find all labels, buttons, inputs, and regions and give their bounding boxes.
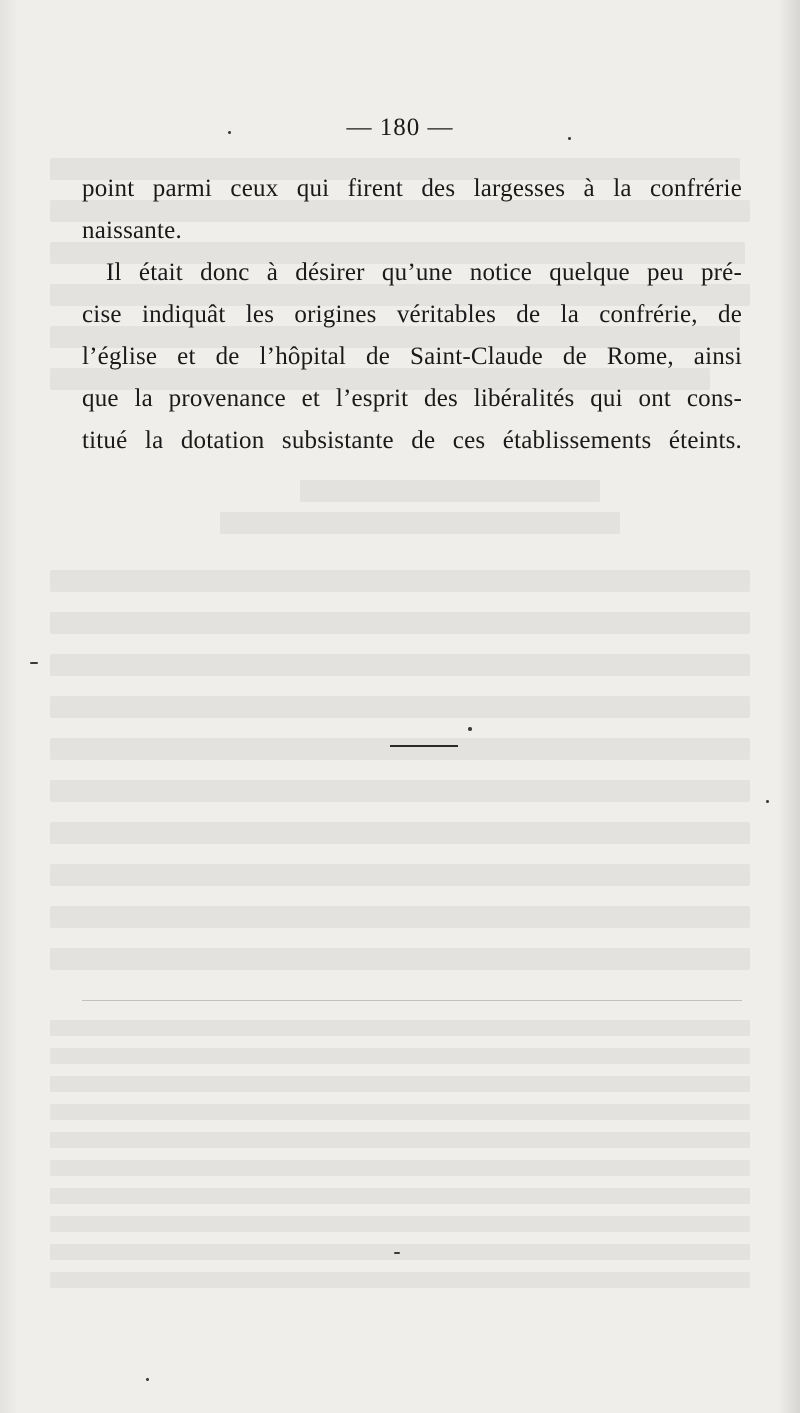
ink-speck: [146, 1378, 149, 1381]
section-rule: [390, 745, 458, 747]
ink-speck: [228, 131, 231, 134]
text-line: naissante.: [82, 217, 182, 244]
text-line: l’église et de l’hôpital de Saint-Claude de Rome, ainsi: [82, 343, 742, 370]
ink-speck: [394, 1252, 400, 1254]
ink-speck: [766, 800, 769, 803]
page-number: — 180 —: [346, 114, 454, 141]
ink-speck: [468, 727, 472, 731]
ink-speck: [30, 662, 38, 664]
ink-speck: [568, 137, 571, 140]
show-through-rule: [82, 1000, 742, 1001]
body-text: [82, 168, 742, 462]
text-line: cise indiquât les origines véritables de la confrérie, de: [82, 301, 742, 328]
text-line: titué la dotation subsistante de ces établissements éteints.: [82, 427, 742, 454]
text-line: point parmi ceux qui firent des largesses à la confrérie: [82, 175, 742, 202]
text-line: que la provenance et l’esprit des libéralités qui ont cons-: [82, 385, 742, 412]
text-line: Il était donc à désirer qu’une notice quelque peu pré-: [106, 259, 742, 286]
